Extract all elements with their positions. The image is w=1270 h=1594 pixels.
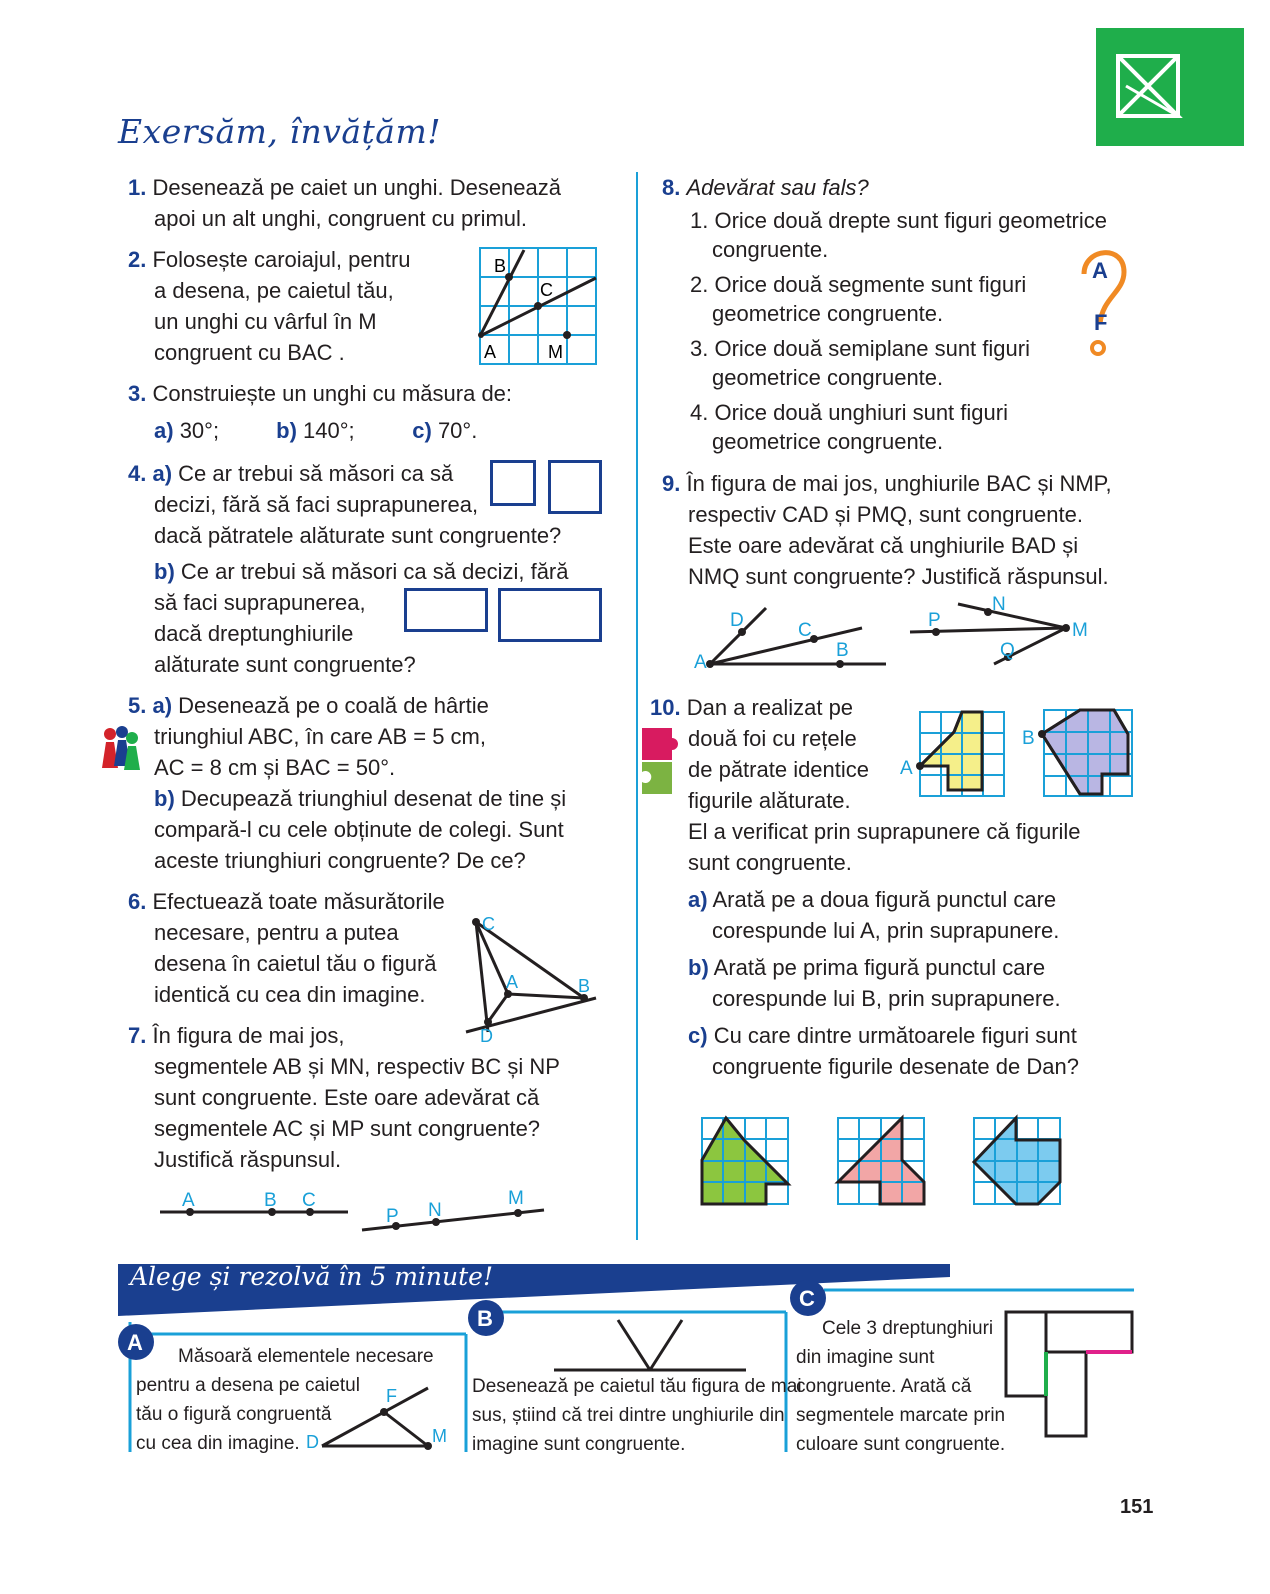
exercise-number: 7. [128,1023,147,1048]
exercise-text: În figura de mai jos, unghiurile BAC și NMP, [686,471,1112,496]
exercise-text: două foi cu rețele [688,726,857,751]
angle-value: 140°; [303,418,355,443]
answer-figure-pink [834,1114,928,1208]
point-label: C [798,620,812,641]
exercise-text: El a verificat prin suprapunere că figurile [688,819,1081,844]
exercise-text: corespunde lui A, prin suprapunere. [712,918,1060,943]
exercise-text: dacă dreptunghiurile [154,621,354,646]
exercise-8 [662,172,869,203]
point-label: A [484,342,497,362]
exercise-text: decizi, fără să faci suprapunerea, [154,492,479,517]
badge-false: F [1094,310,1108,335]
exercise-text: Desenează pe o coală de hârtie [178,693,489,718]
point-label: B [1022,728,1035,749]
point-label: M [432,1426,447,1446]
true-false-list [690,206,1107,456]
badge-letter: B [477,1306,493,1331]
box-c-rectangles-figure [1002,1308,1138,1442]
exercise-text: identică cu cea din imagine. [154,982,426,1007]
point-label: Q [1000,640,1015,661]
exercise-text: Dan a realizat pe [686,695,854,720]
exercise-text: Arată pe a doua figură punctul care [712,887,1057,912]
badge-b-icon [466,1298,506,1338]
point-label: B [836,640,849,661]
square-figure [548,460,602,514]
exercise-text: Desenează pe caiet un unghi. Desenează [152,175,561,200]
exercise-number: 3. [128,381,147,406]
point-label: N [992,596,1006,615]
exercise-heading: Adevărat sau fals? [686,175,869,200]
exercise-text: alăturate sunt congruente? [154,652,416,677]
exercise-text: congruent cu BAC . [154,340,345,365]
angles-figure [690,596,1110,676]
exercise-text: aceste triunghiuri congruente? De ce? [154,848,526,873]
exercise-number: 9. [662,471,681,496]
answer-figure-green [698,1114,792,1208]
exercise-number: 10. [650,695,681,720]
point-label: C [540,280,553,300]
exercise-text: sunt congruente. Este oare adevărat că [154,1085,540,1110]
point-label: F [386,1386,397,1406]
exercise-text: compară-l cu cele obținute de colegi. Sunt [154,817,564,842]
segments-figure [156,1184,556,1236]
exercise-text: AC = 8 cm și BAC = 50°. [154,755,396,780]
exercise-text: corespunde lui B, prin suprapunere. [712,986,1061,1011]
answer-figure-blue [970,1114,1064,1208]
exercise-10 [650,692,1081,878]
exercise-text: figurile alăturate. [688,788,851,813]
angle-value: 30°; [179,418,220,443]
subitem-label: b) [688,955,709,980]
point-label: A [182,1190,195,1211]
point-label: N [428,1200,442,1221]
exercise-text: Decupează triunghiul desenat de tine și [180,786,567,811]
exercise-text: segmentele AC și MP sunt congruente? [154,1116,541,1141]
subitem-label: b) [154,786,175,811]
exercise-number: 4. [128,461,147,486]
exercise-2 [128,244,411,368]
point-label: M [1072,620,1088,641]
point-label: P [386,1206,399,1227]
exercise-text: un unghi cu vârful în M [154,309,377,334]
exercise-text: Ce ar trebui să măsori ca să [178,461,454,486]
exercise-6 [128,886,445,1010]
point-label: M [508,1188,524,1209]
exercise-text: Este oare adevărat că unghiurile BAD și [688,533,1079,558]
exercise-text: segmentele AB și MN, respectiv BC și NP [154,1054,560,1079]
point-label: B [578,976,591,996]
exercise-3 [128,378,512,446]
exercise-number: 1. [128,175,147,200]
exercise-text: Efectuează toate măsurătorile [152,889,445,914]
point-label: P [928,610,941,631]
subitem-label: b) [276,418,297,443]
subitem-label: a) [688,887,708,912]
exercise-number: 5. [128,693,147,718]
page-number: 151 [1120,1496,1154,1518]
list-item: 4. Orice două unghiuri sunt figuri geometrice congruente. [690,400,1008,454]
badge-letter: A [127,1330,143,1355]
exercise-text: NMQ sunt congruente? Justifică răspunsul. [688,564,1109,589]
page-title: Exersăm, învățăm! [118,112,441,151]
exercise-text: Ce ar trebui să măsori ca să decizi, fără [180,559,569,584]
point-label: D [306,1432,319,1450]
exercise-9 [662,468,1112,592]
point-label: A [506,972,519,992]
exercise-text: respectiv CAD și PMQ, sunt congruente. [688,502,1083,527]
subitem-label: a) [154,418,174,443]
exercise-text: În figura de mai jos, [152,1023,345,1048]
exercise-1 [128,172,561,234]
point-label: D [480,1026,493,1046]
point-label: B [264,1190,277,1211]
exercise-text: Construiește un unghi cu măsura de: [152,381,513,406]
exercise-number: 8. [662,175,681,200]
point-label: D [730,610,744,631]
badge-true: A [1092,258,1108,283]
point-label: C [302,1190,316,1211]
point-label: B [494,256,507,276]
rectangle-figure [498,588,602,642]
exercise-text: a desena, pe caietul tău, [154,278,394,303]
box-a-figure [300,1380,460,1450]
exercise-text: dacă pătratele alăturate sunt congruente? [154,523,562,548]
subitem-label: c) [412,418,432,443]
exercise-text: Cu care dintre următoarele figuri sunt [713,1023,1077,1048]
exercise-10-subitems [688,884,1079,1082]
point-label: A [694,652,707,673]
exercise-text: necesare, pentru a putea [154,920,399,945]
exercise-7 [128,1020,560,1175]
exercise-5 [128,690,566,876]
grid-figure-a [896,704,1008,798]
challenge-title: Alege și rezolvă în 5 minute! [130,1262,493,1291]
subitem-label: a) [152,693,173,718]
angle-value: 70°. [437,418,478,443]
list-item: 1. Orice două drepte sunt figuri geometrice congruente. [690,208,1108,262]
grid-figure-b [1018,704,1136,798]
point-label: A [900,758,913,779]
subitem-label: c) [688,1023,708,1048]
chapter-logo [1096,28,1244,146]
subitem-label: a) [152,461,173,486]
box-c-text: Cele 3 dreptunghiuri din imagine sunt congruente. Arată că segmentele marcate prin culoare sunt congruente. [796,1318,1006,1455]
question-mark-icon [1074,240,1130,360]
subitem-label: b) [154,559,175,584]
exercise-text: Folosește caroiajul, pentru [152,247,411,272]
exercise-number: 2. [128,247,147,272]
point-label: M [548,342,563,362]
box-a-text: Măsoară elementele necesare pentru a desena pe caietul tău o figură congruentă cu cea din imagine. [136,1346,434,1454]
geometry-logo-icon [1096,28,1244,146]
exercise-text: Justifică răspunsul. [154,1147,342,1172]
list-item: 2. Orice două segmente sunt figuri geometrice congruente. [690,272,1027,326]
box-b-text: Desenează pe caietul tău figura de mai sus, știind că trei dintre unghiurile din imagine sunt congruente. [472,1376,802,1455]
badge-c-icon [788,1278,828,1318]
point-label: C [482,914,495,934]
exercise-number: 6. [128,889,147,914]
grid-angle-figure [478,246,602,368]
exercise-text: Arată pe prima figură punctul care [713,955,1046,980]
column-divider [636,172,638,1240]
rectangle-figure [404,588,488,632]
exercise-text: apoi un alt unghi, congruent cu primul. [154,206,528,231]
exercise-text: desena în caietul tău o figură [154,951,437,976]
exercise-text: sunt congruente. [688,850,852,875]
list-item: 3. Orice două semiplane sunt figuri geometrice congruente. [690,336,1030,390]
square-figure [490,460,536,506]
exercise-text: să faci suprapunerea, [154,590,366,615]
exercise-text: triunghiul ABC, în care AB = 5 cm, [154,724,486,749]
box-b-figure [550,1316,750,1376]
exercise-text: de pătrate identice [688,757,870,782]
exercise-text: congruente figurile desenate de Dan? [712,1054,1079,1079]
badge-letter: C [799,1286,815,1311]
